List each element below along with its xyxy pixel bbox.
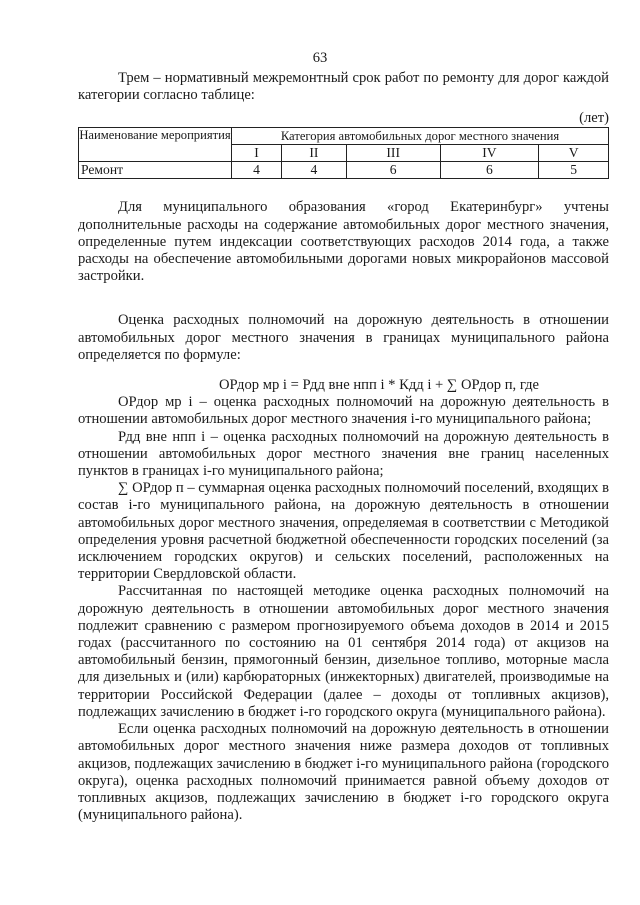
document-body (78, 70, 609, 824)
table-header-row (79, 128, 609, 145)
calculation-paragraph: Рассчитанная по настоящей методике оценка расходных полномочий на дорожную деятельность в отношении автомобильных дорог местного значения подлежит сравнению с размером прогнозируемого объема доходов в 2014 и 2015 годах (рассчитанного по состоянию на 01 сентября 2014 года) от акцизов на автомобильный бензин, прямогонный бензин, дизельное топливо, моторные масла для дизельных и (или) карбюраторных (инжекторных) двигателей, производимые на территории Российской Федерации (далее – доходы от топливных акцизов), подлежащих зачислению в бюджет i-го городского округа (муниципального района). (78, 583, 609, 720)
value-i: 4 (232, 162, 282, 179)
value-iv: 6 (440, 162, 539, 179)
category-ii: II (282, 145, 347, 162)
intro-paragraph: Трем – нормативный межремонтный срок работ по ремонту для дорог каждой категории согласно таблице: (78, 70, 609, 104)
value-v: 5 (539, 162, 609, 179)
col-header-category: Категория автомобильных дорог местного значения (232, 128, 609, 145)
row-label: Ремонт (79, 162, 232, 179)
category-iv: IV (440, 145, 539, 162)
definition-rdd: Рдд вне нпп i – оценка расходных полномочий на дорожную деятельность в отношении автомобильных дорог местного значения вне границ населенных пунктов в границах i-го муниципального района; (78, 428, 609, 480)
col-header-activity: Наименование мероприятия (79, 128, 232, 162)
table-row (79, 162, 609, 179)
table-units: (лет) (579, 110, 609, 127)
ekaterinburg-paragraph: Для муниципального образования «город Екатеринбург» учтены дополнительные расходы на содержание автомобильных дорог местного значения, определенные путем индексации соответствующих расходов 2014 года, а также расходы на обеспечение автомобильными дорогами новых микрорайонов массовой застройки. (78, 199, 609, 285)
value-ii: 4 (282, 162, 347, 179)
category-i: I (232, 145, 282, 162)
formula: ОРдор мр i = Рдд вне нпп i * Кдд i + ∑ ОРдор п, где (218, 377, 539, 394)
category-iii: III (346, 145, 440, 162)
definition-sum-ordor-p: ∑ ОРдор п – суммарная оценка расходных полномочий поселений, входящих в состав i-го муниципального района, на дорожную деятельность в отношении автомобильных дорог местного значения, определяемая в соответствии с Методикой определения уровня расчетной бюджетной обеспеченности городских поселений (за исключением городских округов) и сельских поселений, расположенных на территории Свердловской области. (78, 480, 609, 583)
value-iii: 6 (346, 162, 440, 179)
conditional-paragraph: Если оценка расходных полномочий на дорожную деятельность в отношении автомобильных дорог местного значения ниже размера доходов от топливных акцизов, подлежащих зачислению в бюджет i-го муниципального района (городского округа), оценка расходных полномочий принимается равной объему доходов от топливных акцизов, подлежащих зачислению в бюджет i-го городского округа (муниципального района). (78, 721, 609, 824)
category-v: V (539, 145, 609, 162)
evaluation-paragraph: Оценка расходных полномочий на дорожную деятельность в отношении автомобильных дорог местного значения в границах муниципального района определяется по формуле: (78, 312, 609, 363)
page-number: 63 (312, 50, 328, 66)
definition-ordor-mr: ОРдор мр i – оценка расходных полномочий на дорожную деятельность в отношении автомобильных дорог местного значения i-го муниципального района; (78, 394, 609, 428)
repair-interval-table (78, 127, 609, 179)
